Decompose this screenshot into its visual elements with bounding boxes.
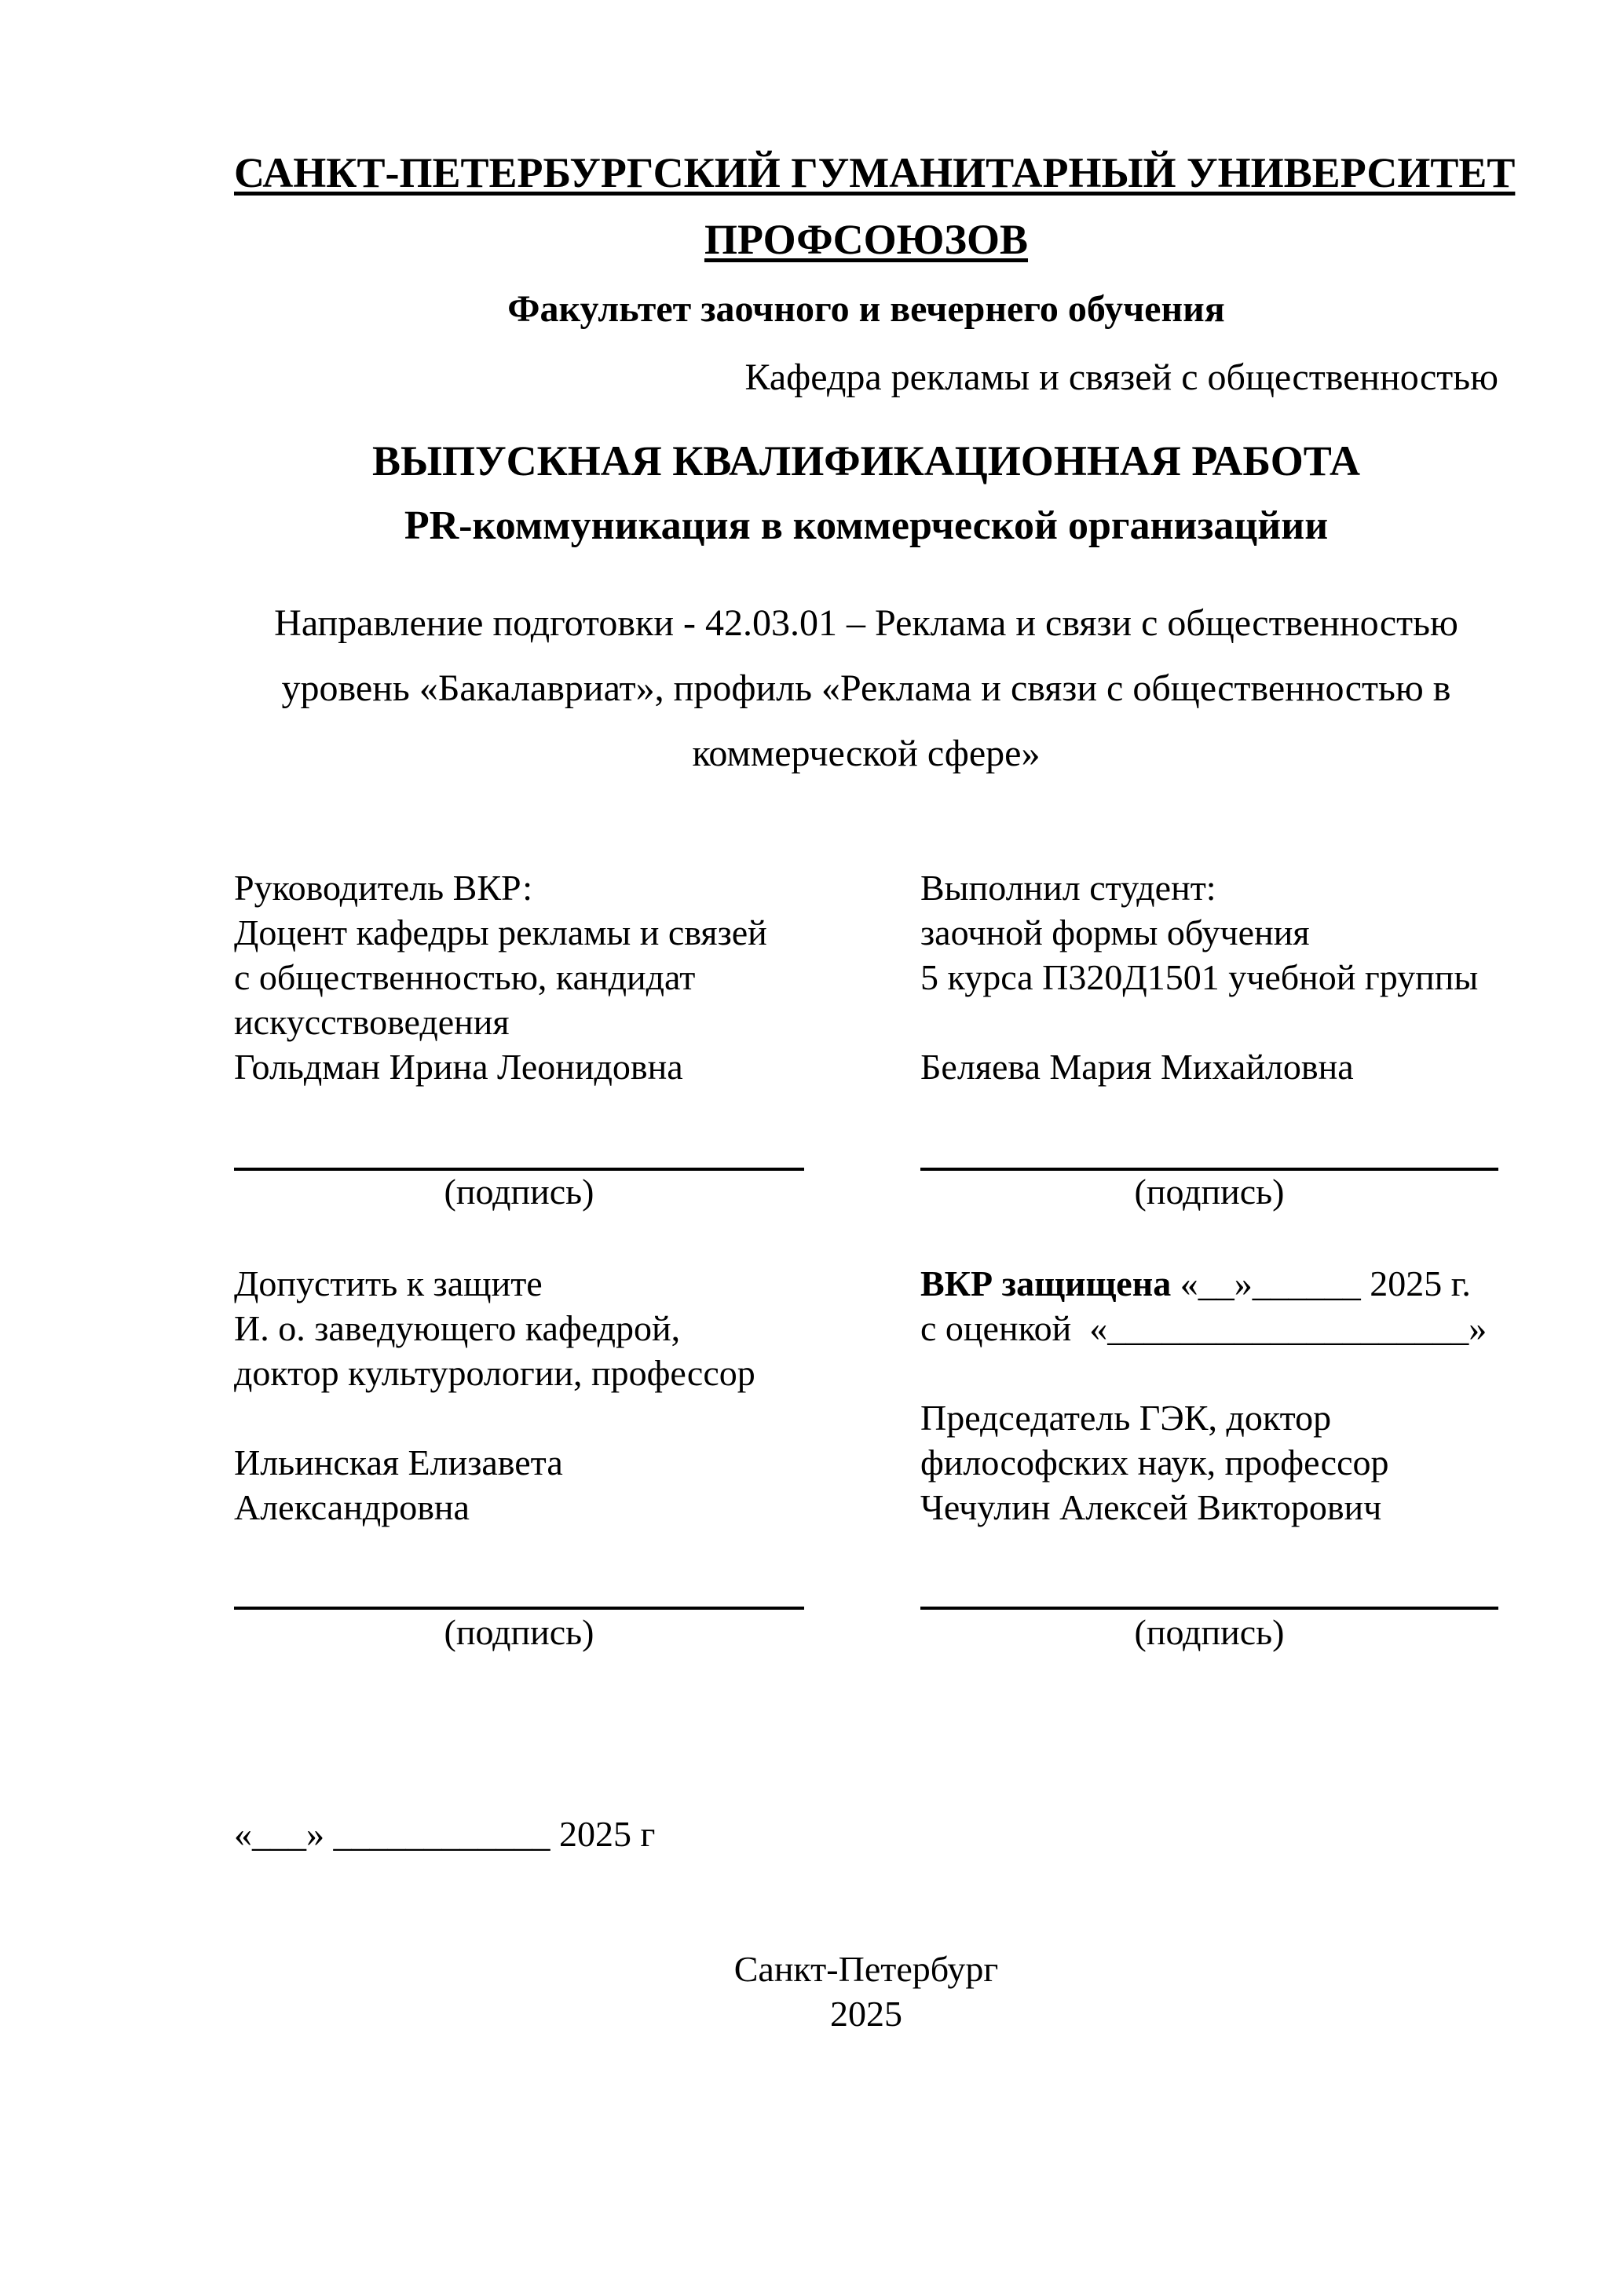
admission-signature-caption: (подпись): [444, 1612, 594, 1652]
work-type-heading: ВЫПУСКНАЯ КВАЛИФИКАЦИОННАЯ РАБОТА: [371, 437, 1361, 484]
footer-year: 2025: [830, 1994, 902, 2034]
head-of-department-name: Ильинская Елизавета: [234, 1442, 563, 1483]
student-info-line: 5 курса П320Д1501 учебной группы: [920, 957, 1479, 997]
supervisor-position-line: с общественностью, кандидат: [234, 957, 696, 997]
defense-date-label: ВКР защищена: [920, 1263, 1172, 1303]
gek-chair-signature-caption: (подпись): [1134, 1612, 1285, 1652]
footer-city: Санкт-Петербург: [733, 1949, 999, 1989]
student-block: [920, 865, 1498, 1089]
defense-grade-line: с оценкой «____________________»: [920, 1308, 1487, 1348]
admission-line: И. о. заведующего кафедрой,: [234, 1308, 681, 1348]
blank-line: [920, 1000, 1498, 1044]
work-title: PR-коммуникация в коммерческой организацйии: [404, 503, 1329, 548]
program-level-line: уровень «Бакалавриат», профиль «Реклама и связи с общественностью в: [281, 667, 1451, 709]
faculty-line: Факультет заочного и вечернего обучения: [507, 288, 1225, 330]
student-signature-line: [920, 1168, 1498, 1171]
university-name-line2: ПРОФСОЮЗОВ: [704, 216, 1029, 263]
department-line: Кафедра рекламы и связей с общественностью: [744, 356, 1498, 398]
program-direction-line: Направление подготовки - 42.03.01 – Реклама и связи с общественностью: [274, 602, 1458, 644]
student-role-label: Выполнил студент:: [920, 868, 1216, 908]
footer-city-block: [234, 1947, 1498, 2036]
defense-date-line: [920, 1261, 1498, 1306]
footer-date-line: «___» ____________ 2025 г: [234, 1814, 656, 1854]
supervisor-signature-caption: (подпись): [444, 1172, 594, 1212]
blank-line: [920, 1351, 1498, 1395]
admission-signature-line: [234, 1607, 804, 1610]
admission-line: доктор культурологии, профессор: [234, 1353, 755, 1393]
defense-date-blank: «__»______ 2025 г.: [1171, 1263, 1471, 1303]
student-name: Беляева Мария Михайловна: [920, 1047, 1354, 1087]
student-signature-caption: (подпись): [1134, 1172, 1285, 1212]
supervisor-block: [234, 865, 806, 1089]
head-of-department-name: Александровна: [234, 1487, 470, 1527]
program-sphere-line: коммерческой сфере»: [692, 733, 1041, 774]
student-info-line: заочной формы обучения: [920, 912, 1310, 952]
supervisor-role-label: Руководитель ВКР:: [234, 868, 533, 908]
defense-block: [920, 1261, 1498, 1530]
gek-chair-line: философских наук, профессор: [920, 1442, 1389, 1483]
blank-line: [234, 1395, 806, 1440]
gek-chair-line: Председатель ГЭК, доктор: [920, 1398, 1332, 1438]
gek-chair-name: Чечулин Алексей Викторович: [920, 1487, 1382, 1527]
admission-block: [234, 1261, 806, 1530]
supervisor-position-line: Доцент кафедры рекламы и связей: [234, 912, 767, 952]
supervisor-position-line: искусствоведения: [234, 1002, 510, 1042]
supervisor-name: Гольдман Ирина Леонидовна: [234, 1047, 683, 1087]
university-name-line1: САНКТ-ПЕТЕРБУРГСКИЙ ГУМАНИТАРНЫЙ УНИВЕРСИТЕТ: [234, 149, 1516, 196]
gek-chair-signature-line: [920, 1607, 1498, 1610]
supervisor-signature-line: [234, 1168, 804, 1171]
admission-line: Допустить к защите: [234, 1263, 543, 1303]
